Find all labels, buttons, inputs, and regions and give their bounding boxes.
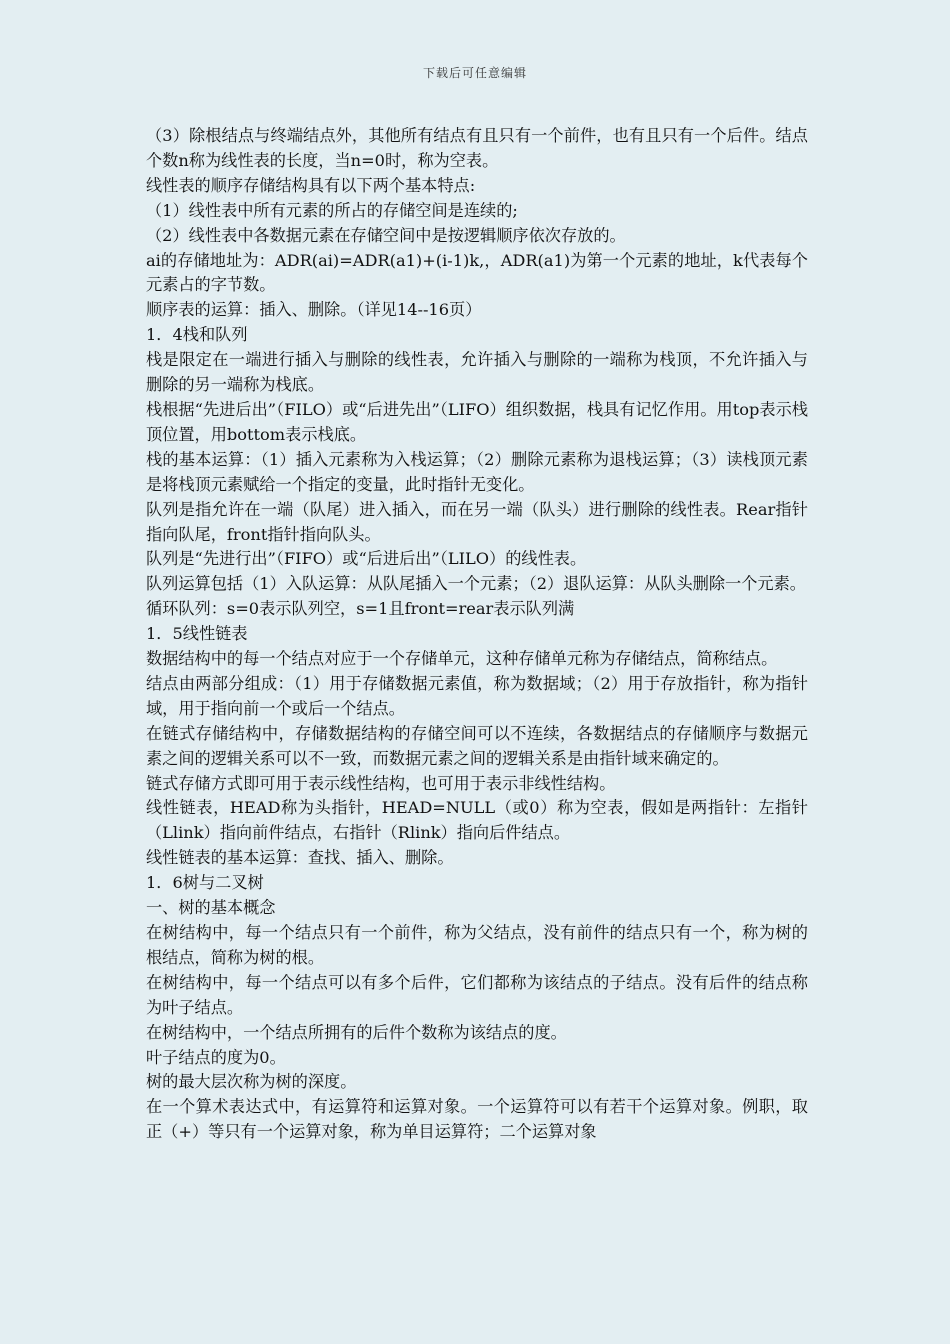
paragraph: 树的最大层次称为树的深度。 [146, 1072, 357, 1092]
paragraph: 链式存储方式即可用于表示线性结构，也可用于表示非线性结构。 [146, 773, 616, 793]
paragraph: 在树结构中，每一个结点只有一个前件，称为父结点，没有前件的结点只有一个，称为树的根结点，简称为树的根。 [146, 923, 808, 967]
page-header: 下载后可任意编辑 [422, 66, 527, 80]
paragraph: 叶子结点的度为0。 [146, 1047, 286, 1067]
paragraph: 结点由两部分组成：（1）用于存储数据元素值，称为数据域；（2）用于存放指针，称为指针域，用于指向前一个或后一个结点。 [146, 673, 808, 718]
paragraph: 队列是“先进行出”（FIFO）或“后进后出”（LILO）的线性表。 [146, 549, 587, 569]
section-heading: 1．5线性链表 [146, 624, 248, 644]
section-heading: 1．4栈和队列 [146, 325, 248, 345]
paragraph: 栈根据“先进后出”（FILO）或“后进先出”（LIFO）组织数据，栈具有记忆作用。用top表示栈顶位置，用bottom表示栈底。 [146, 399, 808, 444]
paragraph: 线性链表的基本运算：查找、插入、删除。 [146, 848, 454, 868]
subsection-heading: 一、树的基本概念 [146, 898, 276, 918]
paragraph: 栈是限定在一端进行插入与删除的线性表，允许插入与删除的一端称为栈顶，不允许插入与删除的另一端称为栈底。 [146, 350, 808, 395]
paragraph: 线性链表，HEAD称为头指针，HEAD=NULL（或0）称为空表，假如是两指针：左指针（Llink）指向前件结点，右指针（Rlink）指向后件结点。 [146, 798, 808, 843]
paragraph: 栈的基本运算：（1）插入元素称为入栈运算；（2）删除元素称为退栈运算；（3）读栈顶元素是将栈顶元素赋给一个指定的变量，此时指针无变化。 [146, 449, 808, 494]
paragraph: 在链式存储结构中，存储数据结构的存储空间可以不连续，各数据结点的存储顺序与数据元素之间的逻辑关系可以不一致，而数据元素之间的逻辑关系是由指针域来确定的。 [146, 723, 808, 768]
paragraph: （3）除根结点与终端结点外，其他所有结点有且只有一个前件，也有且只有一个后件。结点个数n称为线性表的长度，当n=0时，称为空表。 [146, 126, 808, 170]
paragraph: 队列运算包括（1）入队运算：从队尾插入一个元素；（2）退队运算：从队头删除一个元素。 [146, 574, 806, 594]
paragraph: 在树结构中，每一个结点可以有多个后件，它们都称为该结点的子结点。没有后件的结点称为叶子结点。 [146, 972, 808, 1017]
paragraph: （2）线性表中各数据元素在存储空间中是按逻辑顺序依次存放的。 [146, 225, 626, 245]
paragraph: 队列是指允许在一端（队尾）进入插入，而在另一端（队头）进行删除的线性表。Rear指针指向队尾，front指针指向队头。 [146, 499, 808, 544]
paragraph: 顺序表的运算：插入、删除。（详见14--16页） [146, 300, 482, 320]
paragraph: 在一个算术表达式中，有运算符和运算对象。一个运算符可以有若干个运算对象。例职，取正（+）等只有一个运算对象，称为单目运算符；二个运算对象 [146, 1097, 808, 1142]
section-heading: 1．6树与二叉树 [146, 873, 264, 893]
paragraph: 线性表的顺序存储结构具有以下两个基本特点: [146, 175, 476, 195]
paragraph: 在树结构中，一个结点所拥有的后件个数称为该结点的度。 [146, 1022, 567, 1042]
paragraph: （1）线性表中所有元素的所占的存储空间是连续的; [146, 200, 518, 220]
paragraph: ai的存储地址为：ADR(ai)=ADR(a1)+(i-1)k,，ADR(a1)为第一个元素的地址，k代表每个元素占的字节数。 [146, 250, 808, 295]
document-body [146, 124, 808, 1145]
paragraph: 循环队列：s=0表示队列空，s=1且front=rear表示队列满 [146, 599, 575, 619]
paragraph: 数据结构中的每一个结点对应于一个存储单元，这种存储单元称为存储结点，简称结点。 [146, 649, 778, 669]
